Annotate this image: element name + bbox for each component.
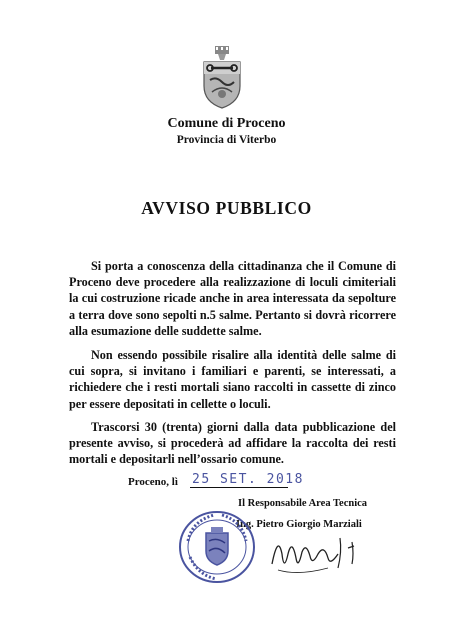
place-label: Proceno, lì xyxy=(128,476,178,488)
province-name: Provincia di Viterbo xyxy=(176,134,277,146)
date-underline xyxy=(190,487,288,488)
notice-paragraph-2: Non essendo possibile risalire alla identità delle salme di cui sopra, si invitano i familiari e parenti, se interessati, a richiedere che i resti mortali siano raccolti in cassette di zinco per essere depositati in cellette o loculi. xyxy=(69,348,396,411)
municipality-name: Comune di Proceno xyxy=(167,116,286,131)
date-stamp xyxy=(192,472,304,487)
handwritten-signature xyxy=(268,524,364,582)
official-stamp-seal xyxy=(176,507,258,587)
municipal-crest-icon xyxy=(198,44,246,110)
signatory-name: Ing. Pietro Giorgio Marziali xyxy=(236,519,362,530)
signatory-role: Il Responsabile Area Tecnica xyxy=(238,498,368,509)
notice-title: AVVISO PUBBLICO xyxy=(141,198,312,218)
date-stamp-text: 25 SET. 2018 xyxy=(192,472,304,487)
notice-paragraph-1: Si porta a conoscenza della cittadinanza che il Comune di Proceno deve procedere alla realizzazione di loculi cimiteriali la cui costruzione ricade anche in area interessata da sepolture a terra dove sono sepolti n.5 salme. Pertanto si dovrà ricorrere alla esumazione delle suddette salme. xyxy=(69,259,396,338)
notice-paragraph-3: Trascorsi 30 (trenta) giorni dalla data pubblicazione del presente avviso, si procederà ad affidare la raccolta dei resti mortali e depositarli nell’ossario comune. xyxy=(69,420,396,467)
